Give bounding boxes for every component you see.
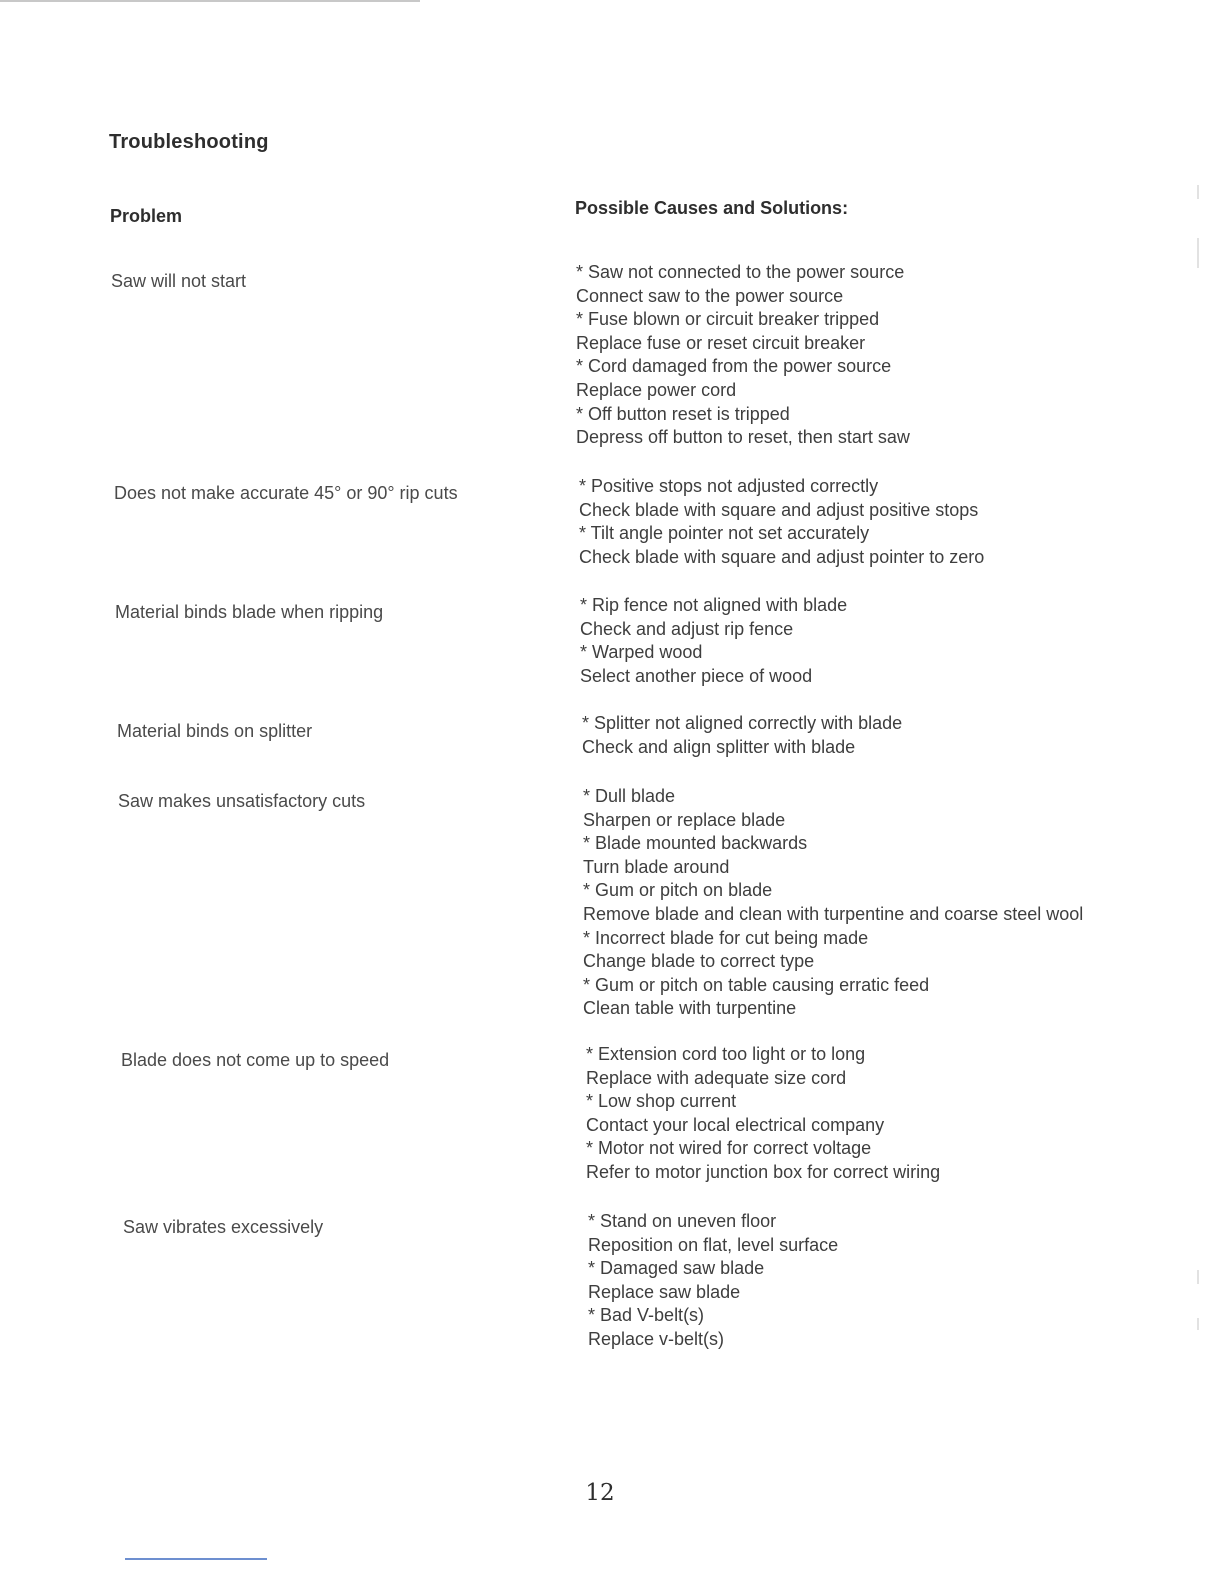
cause-line: * Incorrect blade for cut being made — [583, 927, 869, 948]
causes-column-header: Possible Causes and Solutions: — [575, 198, 849, 218]
bottom-rule — [125, 1558, 267, 1560]
cause-line: * Bad V-belt(s) — [588, 1305, 705, 1326]
cause-line: * Saw not connected to the power source — [576, 262, 905, 282]
cause-line: * Blade mounted backwards — [583, 833, 808, 854]
causes-list — [579, 475, 984, 569]
cause-line: * Damaged saw blade — [588, 1258, 765, 1279]
solution-line: Reposition on flat, level surface — [588, 1234, 839, 1255]
solution-line: Connect saw to the power source — [576, 285, 844, 306]
scan-edge-mark — [1197, 1318, 1199, 1330]
solution-line: Depress off button to reset, then start saw — [576, 427, 910, 448]
solution-line: Check and adjust rip fence — [580, 618, 794, 639]
cause-line: * Rip fence not aligned with blade — [580, 595, 848, 615]
problem-text: Does not make accurate 45° or 90° rip cuts — [114, 483, 458, 503]
solution-line: Replace v-belt(s) — [588, 1328, 725, 1349]
solution-line: Change blade to correct type — [583, 951, 815, 972]
solution-line: Remove blade and clean with turpentine and coarse steel wool — [583, 903, 1084, 924]
cause-line: * Positive stops not adjusted correctly — [579, 476, 879, 496]
cause-line: * Motor not wired for correct voltage — [586, 1138, 872, 1159]
cause-line: * Gum or pitch on blade — [583, 880, 773, 901]
problem-text: Material binds blade when ripping — [115, 602, 384, 622]
problem-column-header: Problem — [110, 206, 183, 226]
causes-list — [586, 1043, 940, 1185]
solution-line: Clean table with turpentine — [583, 998, 797, 1019]
cause-line: * Stand on uneven floor — [588, 1211, 777, 1231]
solution-line: Sharpen or replace blade — [583, 809, 786, 830]
cause-line: * Warped wood — [580, 642, 703, 663]
scan-edge-mark — [1197, 238, 1199, 268]
cause-line: * Off button reset is tripped — [576, 403, 790, 424]
solution-line: Check and align splitter with blade — [582, 736, 856, 757]
cause-line: * Cord damaged from the power source — [576, 356, 892, 377]
cause-line: * Extension cord too light or to long — [586, 1044, 866, 1064]
solution-line: Check blade with square and adjust pointer to zero — [579, 546, 985, 567]
solution-line: Select another piece of wood — [580, 665, 813, 686]
problem-text: Saw vibrates excessively — [123, 1217, 324, 1237]
solution-line: Replace saw blade — [588, 1281, 741, 1302]
cause-line: * Gum or pitch on table causing erratic feed — [583, 974, 930, 995]
cause-line: * Low shop current — [586, 1091, 737, 1112]
problem-text: Material binds on splitter — [117, 721, 313, 741]
solution-line: Refer to motor junction box for correct wiring — [586, 1161, 941, 1182]
solution-line: Replace with adequate size cord — [586, 1067, 847, 1088]
solution-line: Check blade with square and adjust positive stops — [579, 499, 979, 520]
causes-list — [576, 261, 910, 450]
cause-line: * Fuse blown or circuit breaker tripped — [576, 309, 880, 330]
problem-text: Saw makes unsatisfactory cuts — [118, 791, 366, 811]
problem-text: Blade does not come up to speed — [121, 1050, 390, 1070]
causes-list — [583, 785, 1083, 1021]
cause-line: * Splitter not aligned correctly with blade — [582, 713, 903, 733]
solution-line: Turn blade around — [583, 856, 730, 877]
solution-line: Replace power cord — [576, 379, 737, 400]
solution-line: Replace fuse or reset circuit breaker — [576, 332, 866, 353]
top-rule — [0, 0, 420, 2]
problem-text: Saw will not start — [111, 271, 247, 291]
page-title: Troubleshooting — [109, 131, 269, 153]
scan-edge-mark — [1197, 185, 1199, 199]
causes-list — [582, 712, 902, 759]
cause-line: * Dull blade — [583, 786, 676, 806]
solution-line: Contact your local electrical company — [586, 1114, 885, 1135]
scan-edge-mark — [1197, 1270, 1199, 1284]
page-number: 12 — [585, 1480, 615, 1506]
causes-list — [580, 594, 847, 688]
cause-line: * Tilt angle pointer not set accurately — [579, 523, 870, 544]
causes-list — [588, 1210, 838, 1352]
